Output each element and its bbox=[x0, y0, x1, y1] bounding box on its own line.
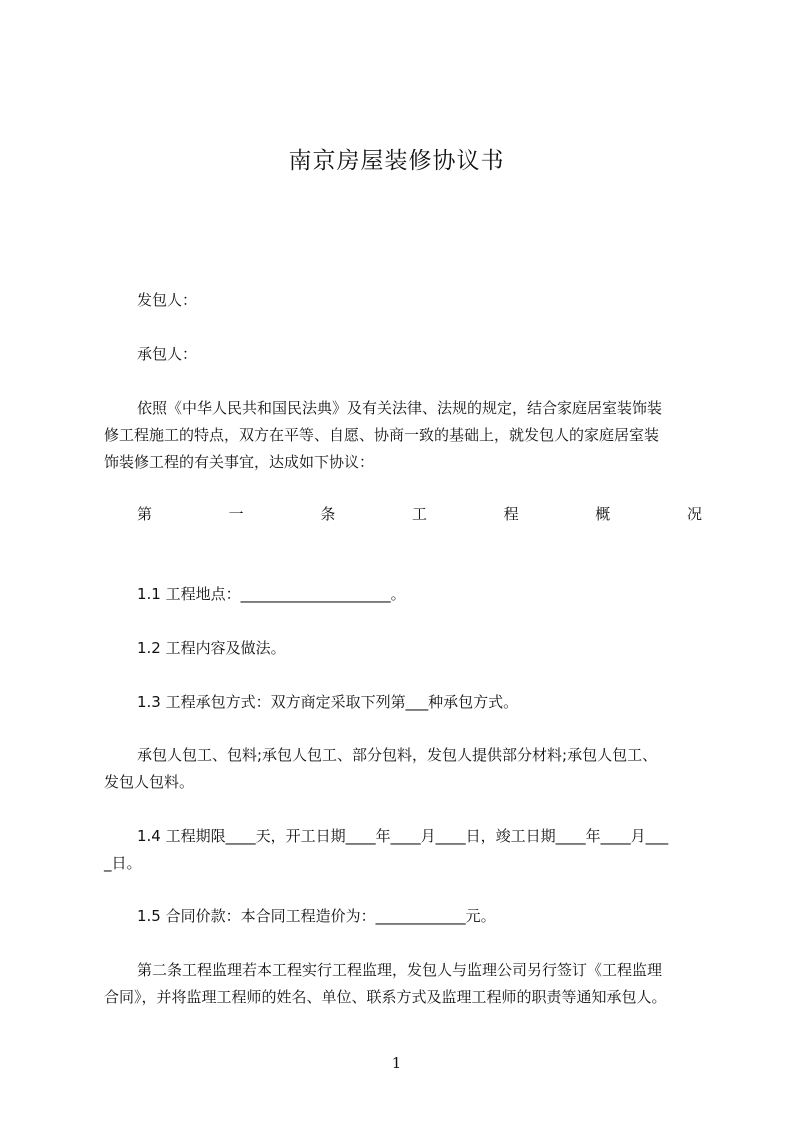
project-period-line: _日。 bbox=[104, 854, 142, 872]
heading-char: 条 bbox=[320, 505, 336, 523]
item-1-2-project-content: 1.2 工程内容及做法。 bbox=[137, 639, 286, 657]
heading-char: 况 bbox=[686, 505, 702, 523]
item-1-1-project-location: 1.1 工程地点：____________________。 bbox=[137, 585, 406, 603]
section-2-line: 第二条工程监理若本工程实行工程监理，发包人与监理公司另行签订《工程监理 bbox=[137, 961, 663, 979]
party-b-label: 承包人： bbox=[137, 345, 198, 363]
preamble-line: 饰装修工程的有关事宜，达成如下协议： bbox=[104, 453, 375, 471]
party-a-label: 发包人： bbox=[137, 291, 198, 309]
contract-modes-line: 发包人包料。 bbox=[104, 773, 195, 791]
contract-modes-line: 承包人包工、包料;承包人包工、部分包料，发包人提供部分材料;承包人包工、 bbox=[137, 746, 658, 764]
heading-char: 概 bbox=[595, 505, 611, 523]
item-1-3-contract-mode: 1.3 工程承包方式：双方商定采取下列第___种承包方式。 bbox=[137, 693, 519, 711]
heading-char: 第 bbox=[137, 505, 153, 523]
project-period-line: 1.4 工程期限____天，开工日期____年____月____日，竣工日期____年____月___ bbox=[137, 827, 669, 845]
section-1-heading bbox=[104, 501, 702, 528]
section-2-line: 合同》，并将监理工程师的姓名、单位、联系方式及监理工程师的职责等通知承包人。 bbox=[104, 988, 667, 1006]
document-title: 南京房屋装修协议书 bbox=[288, 148, 505, 174]
heading-char: 一 bbox=[228, 505, 244, 523]
heading-char: 程 bbox=[503, 505, 519, 523]
preamble-line: 依照《中华人民共和国民法典》及有关法律、法规的规定，结合家庭居室装饰装 bbox=[137, 399, 663, 417]
heading-char: 工 bbox=[411, 505, 427, 523]
item-1-5-contract-price: 1.5 合同价款：本合同工程造价为：____________元。 bbox=[137, 907, 496, 925]
page-number: 1 bbox=[391, 1054, 402, 1072]
preamble-line: 修工程施工的特点，双方在平等、自愿、协商一致的基础上，就发包人的家庭居室装 bbox=[104, 426, 660, 444]
